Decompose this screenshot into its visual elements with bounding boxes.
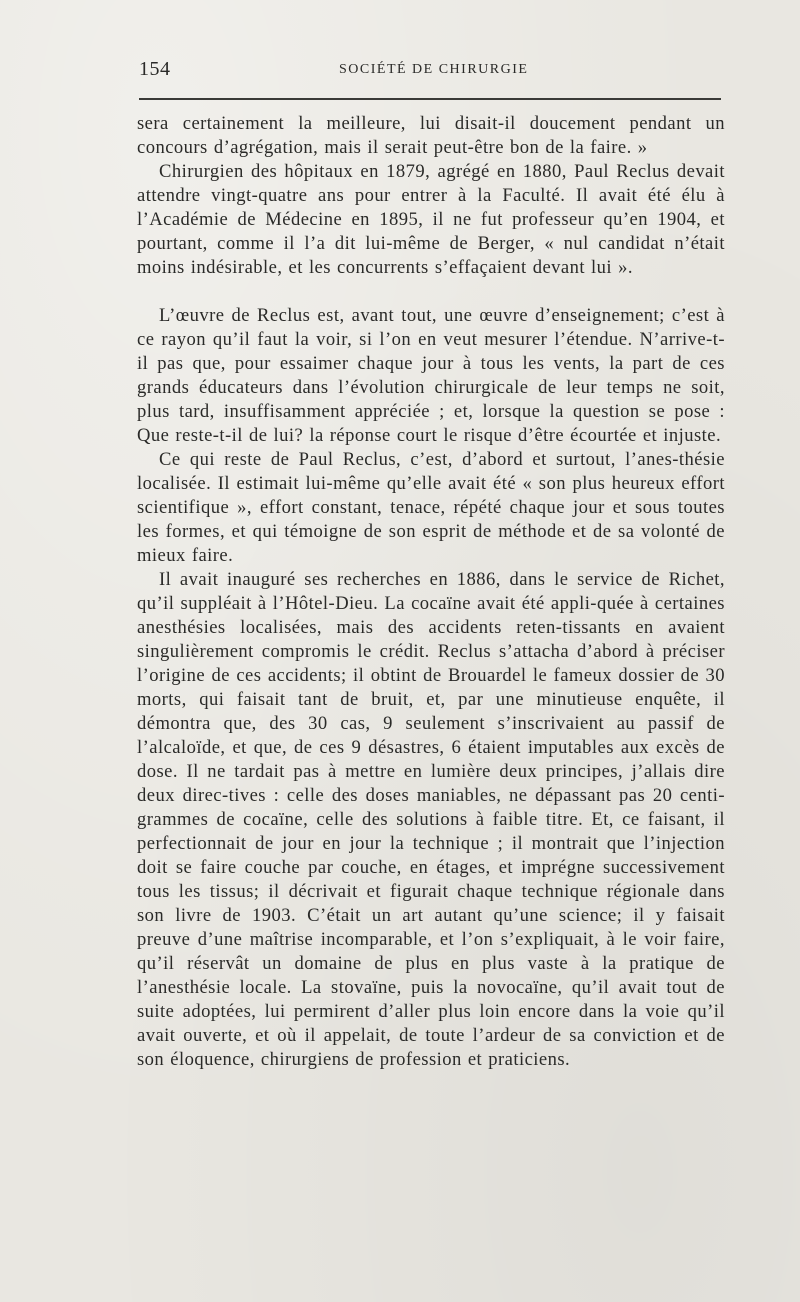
paragraph-recherches: Il avait inauguré ses recherches en 1886, dans le service de Richet, qu’il suppléait à l’Hôtel-Dieu. La cocaïne avait été appli-quée à certaines anesthésies localisées, mais des accidents reten-tissants en avaient singulièrement compromis le crédit. Reclus s’attacha d’abord à préciser l’origine de ces accidents; il obtint de Brouardel le fameux dossier de 30 morts, qui faisait tant de bruit, et, par une minutieuse enquête, il démontra que, des 30 cas, 9 seulement s’inscrivaient au passif de l’alcaloïde, et que, de ces 9 désastres, 6 étaient imputables aux excès de dose. Il ne tardait pas à mettre en lumière deux principes, j’allais dire deux direc-tives : celle des doses maniables, ne dépassant pas 20 centi-grammes de cocaïne, celle des solutions à faible titre. Et, ce faisant, il perfectionnait de jour en jour la technique ; il montrait que l’injection doit se faire couche par couche, en étages, et imprégne successivement tous les tissus; il décrivait et figurait chaque technique régionale dans son livre de 1903. C’était un art autant qu’une science; il y faisait preuve d’une maîtrise incomparable, et l’on s’expliquait, à le voir faire, qu’il réservât un domaine de plus en plus vaste à la pratique de l’anesthésie locale. La stovaïne, puis la novocaïne, qu’il avait tout de suite adoptées, lui permirent d’aller plus loin encore dans la voie qu’il avait ouverte, et où il appelait, de toute l’ardeur de sa conviction et de son éloquence, chirurgiens de profession et praticiens. bbox=[137, 569, 725, 1070]
paragraph-anesthesie: Ce qui reste de Paul Reclus, c’est, d’abord et surtout, l’anes-thésie localisée. Il estimait lui-même qu’elle avait été « son plus heureux effort scientifique », effort constant, tenace, répété chaque jour et sous toutes les formes, et qui témoigne de son esprit de méthode et de sa volonté de mieux faire. bbox=[137, 449, 725, 566]
paragraph-career: Chirurgien des hôpitaux en 1879, agrégé en 1880, Paul Reclus devait attendre vingt-quatre ans pour entrer à la Faculté. Il avait été élu à l’Académie de Médecine en 1895, il ne fut professeur qu’en 1904, et pourtant, comme il l’a dit lui-même de Berger, « nul candidat n’était moins indésirable, et les concurrents s’effaçaient devant lui ». bbox=[137, 161, 725, 278]
paragraph-oeuvre: L’œuvre de Reclus est, avant tout, une œuvre d’enseignement; c’est à ce rayon qu’il faut la voir, si l’on en veut mesurer l’étendue. N’arrive-t-il pas que, pour essaimer chaque jour à tous les vents, la part de ces grands éducateurs dans l’évolution chirurgicale de leur temps ne soit, plus tard, insuffisamment appréciée ; et, lorsque la question se pose : Que reste-t-il de lui? la réponse court le risque d’être écourtée et injuste. bbox=[137, 305, 725, 446]
header-rule bbox=[139, 98, 721, 100]
page-number: 154 bbox=[139, 58, 171, 80]
body-text bbox=[137, 112, 725, 1072]
paragraph-continuation: sera certainement la meilleure, lui disait-il doucement pendant un concours d’agrégation, mais il serait peut-être bon de la faire. » bbox=[137, 113, 725, 158]
running-title: SOCIÉTÉ DE CHIRURGIE bbox=[339, 62, 529, 77]
page-header bbox=[139, 58, 719, 88]
